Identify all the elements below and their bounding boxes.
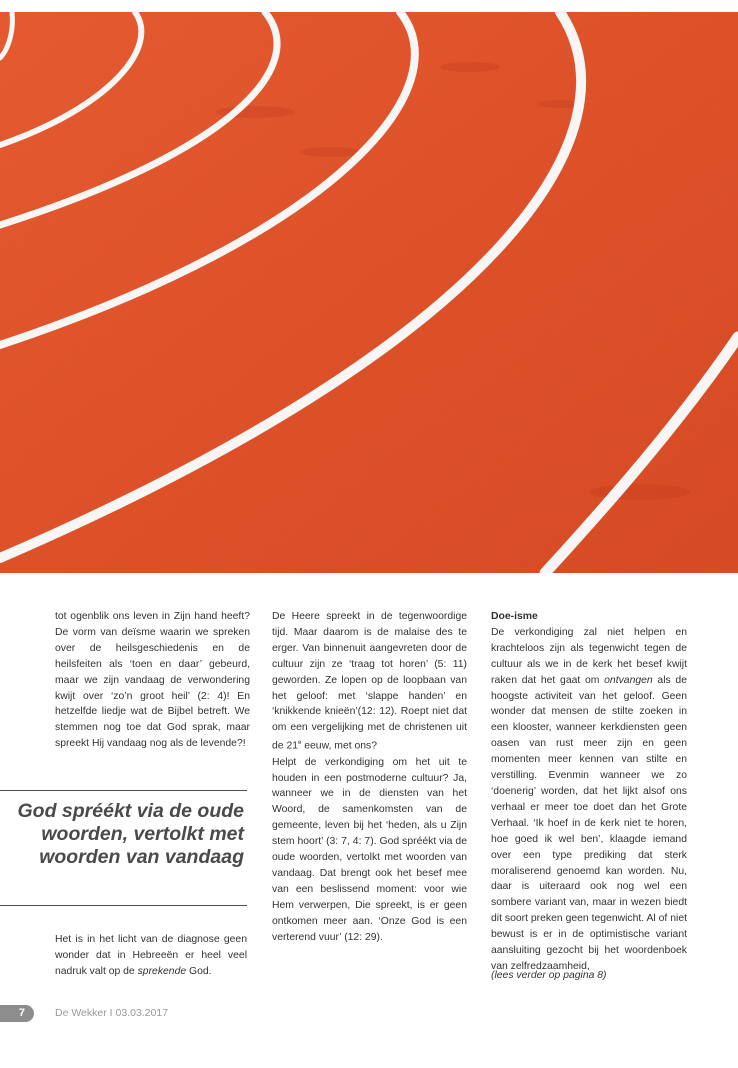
superscript: e <box>298 740 302 747</box>
text-run: De Heere spreekt in de tegenwoordige tijd. Maar daarom is de malaise des te erger. Van binnenuit aangevreten door de cultuur zijn ze ‘traag tot horen’ (5: 11) geworden. Ze lopen op de loopbaan van het geloof: met ‘slappe handen’ en ‘knikkende knieën’(12: 12). Roept niet dat om een vergelijking met de christenen uit de 21 <box>272 611 467 752</box>
pull-quote <box>0 790 247 906</box>
page-number: 7 <box>0 1005 34 1022</box>
emphasis: ontvangen <box>604 674 653 686</box>
section-heading: Doe-isme <box>491 611 538 622</box>
paragraph <box>55 932 247 980</box>
continue-note: (lees verder op pagina 8) <box>491 970 607 981</box>
footer-publication: De Wekker I 03.03.2017 <box>55 1007 169 1019</box>
paragraph: Helpt de verkondiging om het uit te houden in een postmoderne cultuur? Ja, wanneer we in de diensten van het Woord, de samenkomsten van de gemeente, leven bij het ‘heden, als u Zijn stem hoort’ (3: 7, 4: 7). God spréékt via de oude woorden, vertolkt met woorden van vandaag. Dat brengt ook het besef mee van een beslissend moment: voor wie Hem verwerpen, Die spreekt, is er geen ontkomen meer aan. ‘Onze God is een verterend vuur’ (12: 29). <box>272 756 467 943</box>
running-track-photo <box>0 12 738 573</box>
text-run: De verkondiging zal niet helpen en krachteloos zijn als tegenwicht tegen de cultuur als we in de kerk het besef kwijt raken dat het gaat om <box>491 626 687 686</box>
column-2 <box>272 609 467 946</box>
text-run: Het is in het licht van de diagnose geen wonder dat in Hebreeën er heel veel nadruk valt op de <box>55 934 247 977</box>
text-run: God. <box>186 965 212 977</box>
column-3 <box>491 609 687 975</box>
pull-quote-text: God spréékt via de oude woorden, vertolkt met woorden van vandaag <box>17 800 244 868</box>
column-1-bottom <box>55 932 247 980</box>
paragraph <box>272 609 467 755</box>
column-1-top <box>55 609 250 752</box>
text-run: eeuw, met ons? <box>301 740 378 752</box>
paragraph <box>491 625 687 975</box>
paragraph: tot ogenblik ons leven in Zijn hand heeft? De vorm van deïsme waarin we spreken over de heilsgeschiedenis en de heilsfeiten als ‘toen en daar’ gebeurd, maar we zijn vandaag de verwondering kwijt over ‘zo’n groot heil’ (2: 4)! En hetzelfde liedje wat de Bijbel betreft. We stemmen nog toe dat God sprak, maar spreekt Hij vandaag nog als de levende?! <box>55 611 250 750</box>
emphasis: sprekende <box>137 965 187 977</box>
text-run: als de hoogste activiteit van het geloof. Geen wonder dat mensen de stilte zoeken in een klooster, wanneer kerkdiensten geen oasen van rust meer zijn en geen momenten meer kennen van stilte en verstilling. Evenmin wanneer we zo ‘doenerig’ worden, dat het lijkt alsof ons verhaal er meer toe doet dan het Grote Verhaal. ‘Ik hoef in de kerk niet te horen, hoe goed ik wel ben’, klaagde iemand over een type prediking dat sterk moraliserend genoemd kan worden. Nu, daar is uiteraard ook nog wel een sombere variant van, maar in wezen biedt dit soort preken geen tegenwicht. Al of niet bewust is er in de optimistische variant aansluiting gezocht bij het woordenboek van zelfredzaamheid, <box>491 674 687 972</box>
